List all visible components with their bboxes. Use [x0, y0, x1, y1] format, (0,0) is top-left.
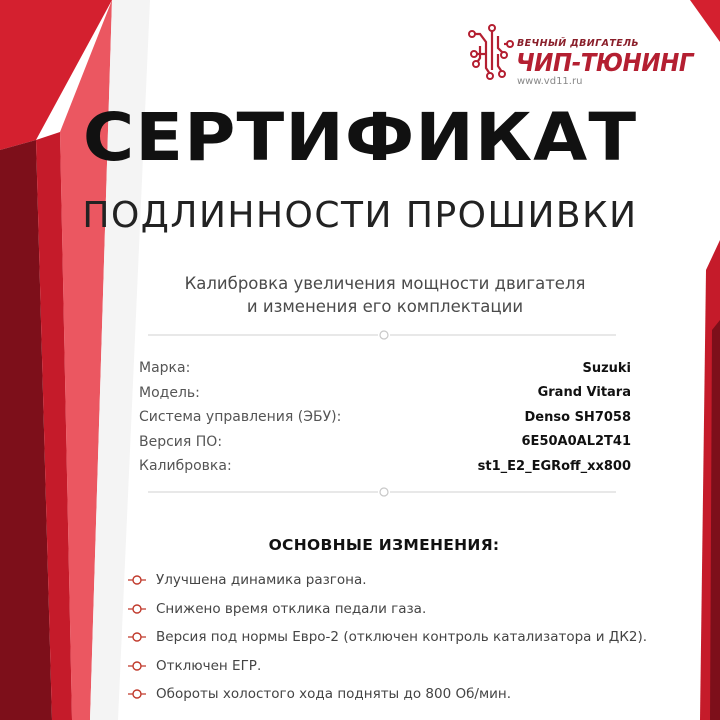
- logo-url: www.vd11.ru: [517, 76, 583, 87]
- list-item: [128, 566, 688, 595]
- info-value: Suzuki: [582, 360, 631, 376]
- circuit-logo-icon: [466, 24, 514, 82]
- bullet-circle-icon: [128, 603, 146, 615]
- company-logo: [466, 24, 696, 90]
- logo-tagline: ВЕЧНЫЙ ДВИГАТЕЛЬ: [517, 38, 640, 49]
- info-value: 6E50A0AL2T41: [521, 434, 631, 450]
- info-label: Система управления (ЭБУ):: [139, 409, 342, 426]
- bullet-circle-icon: [128, 660, 146, 672]
- logo-brand-name: ЧИП-ТЮНИНГ: [516, 48, 694, 77]
- certificate-description: [0, 272, 720, 318]
- vehicle-info-table: [139, 356, 631, 479]
- changes-title: ОСНОВНЫЕ ИЗМЕНЕНИЯ:: [268, 536, 500, 554]
- list-item-text: Обороты холостого хода подняты до 800 Об/мин.: [156, 686, 512, 703]
- info-row-calibration: [139, 454, 631, 479]
- divider-bottom: [148, 485, 616, 499]
- info-row-software-version: [139, 430, 631, 455]
- divider-top: [148, 328, 616, 342]
- info-label: Версия ПО:: [139, 433, 223, 450]
- info-row-ecu: [139, 405, 631, 430]
- list-item: [128, 652, 688, 681]
- list-item-text: Версия под нормы Евро-2 (отключен контроль катализатора и ДК2).: [156, 629, 648, 646]
- info-row-brand: [139, 356, 631, 381]
- list-item-text: Отключен ЕГР.: [156, 657, 262, 674]
- certificate-subtitle: ПОДЛИННОСТИ ПРОШИВКИ: [82, 195, 638, 236]
- list-item: [128, 595, 688, 624]
- info-value: st1_E2_EGRoff_xx800: [477, 458, 631, 474]
- list-item-text: Улучшена динамика разгона.: [156, 572, 367, 589]
- list-item: [128, 623, 688, 652]
- bullet-circle-icon: [128, 574, 146, 586]
- certificate-title: СЕРТИФИКАТ: [82, 99, 638, 176]
- info-value: Denso SH7058: [524, 409, 631, 425]
- info-label: Марка:: [139, 360, 191, 377]
- list-item: [128, 680, 688, 709]
- description-line-2: и изменения его комплектации: [246, 297, 524, 316]
- list-item-text: Снижено время отклика педали газа.: [156, 600, 427, 617]
- info-label: Калибровка:: [139, 458, 232, 475]
- bullet-circle-icon: [128, 631, 146, 643]
- changes-list: [128, 566, 688, 709]
- description-line-1: Калибровка увеличения мощности двигателя: [184, 274, 586, 293]
- bullet-circle-icon: [128, 688, 146, 700]
- info-row-model: [139, 381, 631, 406]
- info-value: Grand Vitara: [537, 385, 631, 401]
- info-label: Модель:: [139, 384, 200, 401]
